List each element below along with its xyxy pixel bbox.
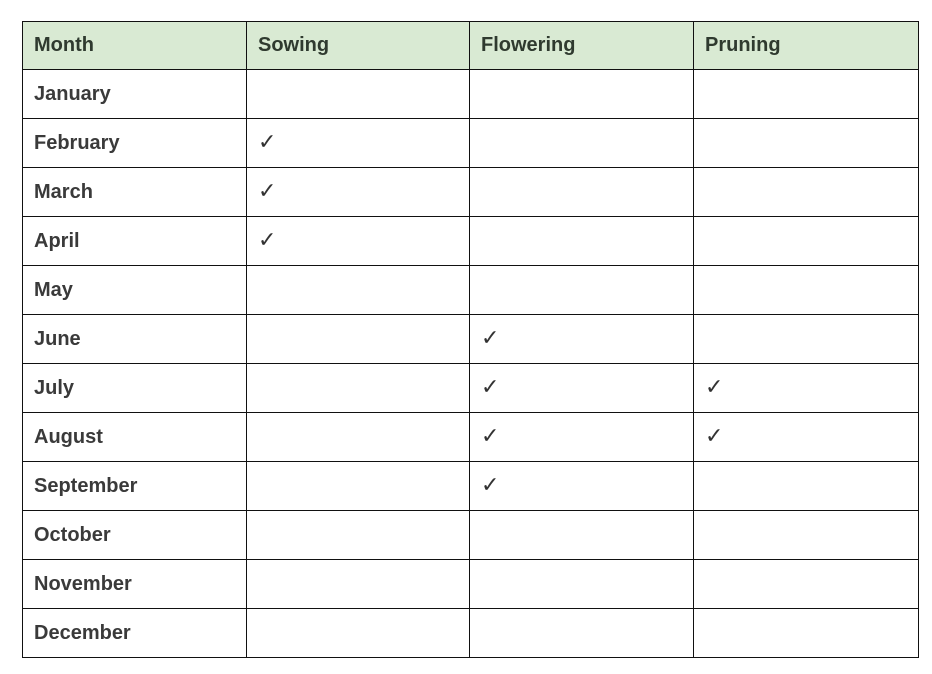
table-header — [23, 22, 919, 70]
pruning-cell — [694, 364, 919, 413]
month-cell: June — [23, 315, 247, 364]
pruning-cell — [694, 609, 919, 658]
flowering-cell — [470, 413, 694, 462]
flowering-cell — [470, 609, 694, 658]
header-sowing: Sowing — [247, 22, 470, 70]
flowering-cell — [470, 462, 694, 511]
month-cell: September — [23, 462, 247, 511]
table-row — [23, 70, 919, 119]
month-cell: December — [23, 609, 247, 658]
pruning-cell — [694, 462, 919, 511]
sowing-cell — [247, 560, 470, 609]
header-row — [23, 22, 919, 70]
month-cell: July — [23, 364, 247, 413]
month-cell: May — [23, 266, 247, 315]
table-row — [23, 511, 919, 560]
month-cell: March — [23, 168, 247, 217]
pruning-cell — [694, 119, 919, 168]
table-row — [23, 315, 919, 364]
check-icon: ✓ — [481, 374, 500, 400]
pruning-cell — [694, 266, 919, 315]
check-icon: ✓ — [705, 423, 724, 449]
check-icon: ✓ — [481, 423, 500, 449]
sowing-cell — [247, 168, 470, 217]
flowering-cell — [470, 70, 694, 119]
pruning-cell — [694, 560, 919, 609]
check-icon: ✓ — [481, 325, 500, 351]
flowering-cell — [470, 315, 694, 364]
pruning-cell — [694, 511, 919, 560]
sowing-cell — [247, 413, 470, 462]
pruning-cell — [694, 70, 919, 119]
flowering-cell — [470, 364, 694, 413]
table-body — [23, 70, 919, 658]
table-row — [23, 266, 919, 315]
month-cell: October — [23, 511, 247, 560]
check-icon: ✓ — [705, 374, 724, 400]
gardening-calendar-table — [22, 21, 919, 658]
table-row — [23, 560, 919, 609]
sowing-cell — [247, 70, 470, 119]
sowing-cell — [247, 266, 470, 315]
sowing-cell — [247, 462, 470, 511]
sowing-cell — [247, 364, 470, 413]
header-flowering: Flowering — [470, 22, 694, 70]
flowering-cell — [470, 266, 694, 315]
sowing-cell — [247, 217, 470, 266]
pruning-cell — [694, 413, 919, 462]
table-row — [23, 462, 919, 511]
table-row — [23, 217, 919, 266]
table-row — [23, 119, 919, 168]
table-row — [23, 413, 919, 462]
sowing-cell — [247, 609, 470, 658]
flowering-cell — [470, 168, 694, 217]
check-icon: ✓ — [258, 129, 277, 155]
header-month: Month — [23, 22, 247, 70]
pruning-cell — [694, 168, 919, 217]
check-icon: ✓ — [258, 178, 277, 204]
month-cell: November — [23, 560, 247, 609]
sowing-cell — [247, 511, 470, 560]
pruning-cell — [694, 315, 919, 364]
month-cell: August — [23, 413, 247, 462]
month-cell: April — [23, 217, 247, 266]
month-cell: January — [23, 70, 247, 119]
table-row — [23, 364, 919, 413]
sowing-cell — [247, 119, 470, 168]
pruning-cell — [694, 217, 919, 266]
month-cell: February — [23, 119, 247, 168]
sowing-cell — [247, 315, 470, 364]
check-icon: ✓ — [481, 472, 500, 498]
table-row — [23, 609, 919, 658]
flowering-cell — [470, 560, 694, 609]
flowering-cell — [470, 119, 694, 168]
header-pruning: Pruning — [694, 22, 919, 70]
flowering-cell — [470, 217, 694, 266]
check-icon: ✓ — [258, 227, 277, 253]
flowering-cell — [470, 511, 694, 560]
table-row — [23, 168, 919, 217]
